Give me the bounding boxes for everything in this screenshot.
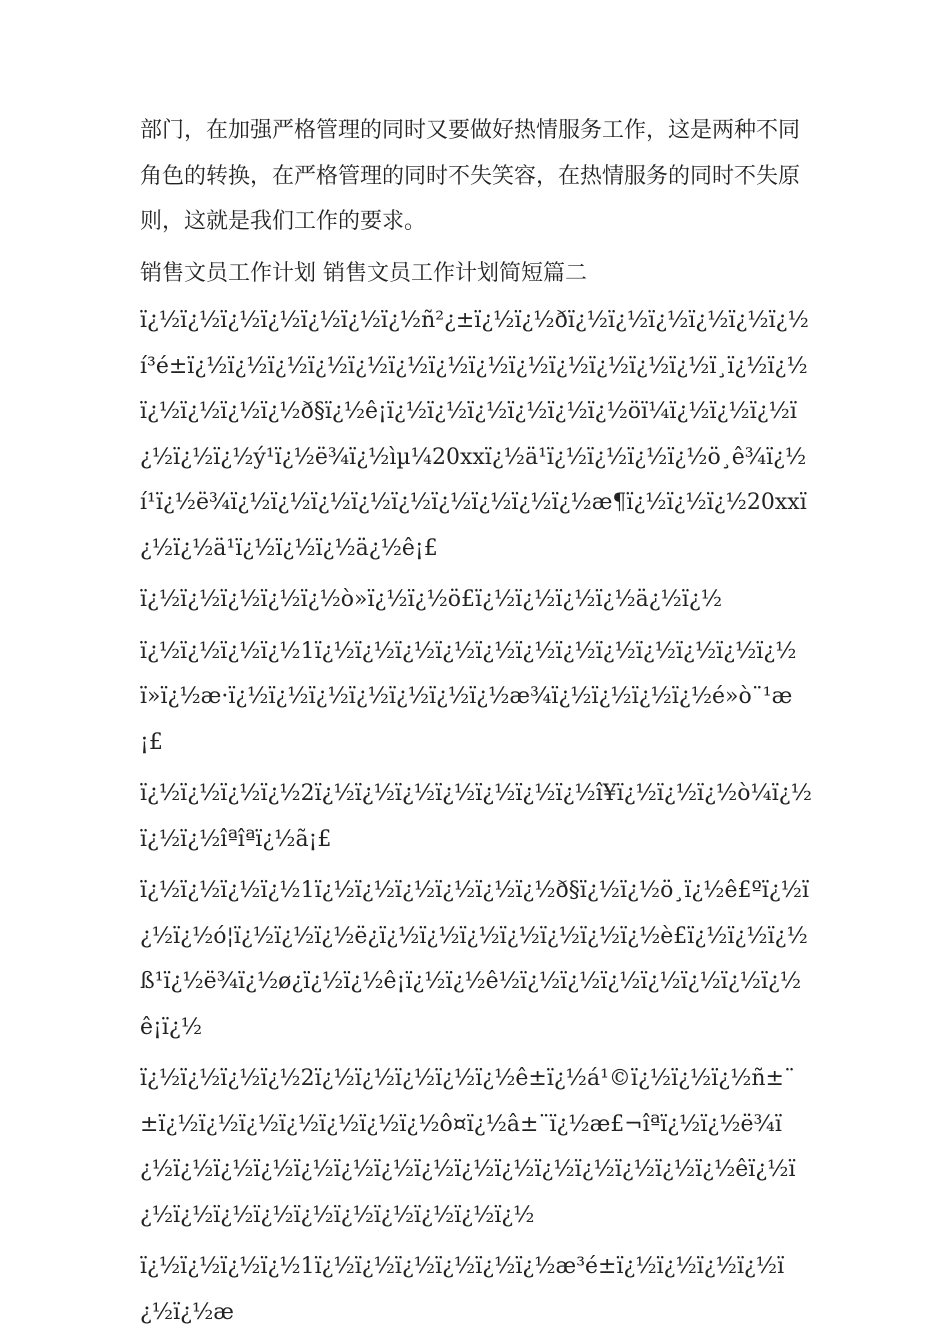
garbled-paragraph: ï¿½ï¿½ï¿½ï¿½1ï¿½ï¿½ï¿½ï¿½ï¿½ï¿½ï¿½ï¿½ï¿½ï¿½ï¿½ï¿½ï»ï¿½æ·ï¿½ï¿½ï¿½ï¿½ï¿½ï¿½ï¿½æ¾ï¿½ï¿½ï¿½ï¿½é»ò¨¹æ¡£	[140, 638, 797, 755]
paragraph-intro: 部门，在加强严格管理的同时又要做好热情服务工作，这是两种不同角色的转换，在严格管理的同时不失笑容，在热情服务的同时不失原则，这就是我们工作的要求。	[140, 118, 801, 234]
garbled-paragraph: ï¿½ï¿½ï¿½ï¿½ï¿½ò»ï¿½ï¿½ö£ï¿½ï¿½ï¿½ï¿½ä¿½ï¿½	[140, 587, 723, 612]
section-heading: 销售文员工作计划 销售文员工作计划简短篇二	[140, 260, 587, 286]
garbled-paragraph: ï¿½ï¿½ï¿½ï¿½2ï¿½ï¿½ï¿½ï¿½ï¿½ï¿½ï¿½î¥ï¿½ï¿½ï¿½ò¼ï¿½ï¿½ï¿½îªîªï¿½ã¡£	[140, 781, 812, 852]
garbled-paragraph: ï¿½ï¿½ï¿½ï¿½1ï¿½ï¿½ï¿½ï¿½ï¿½ï¿½æ³é±ï¿½ï¿½ï¿½ï¿½ï¿½ï¿½æ	[140, 1254, 785, 1325]
garbled-paragraph: ï¿½ï¿½ï¿½ï¿½2ï¿½ï¿½ï¿½ï¿½ï¿½ê±ï¿½á¹©ï¿½ï¿½ï¿½ñ±¨±ï¿½ï¿½ï¿½ï¿½ï¿½ï¿½ï¿½ô¤ï¿½â±¨ï¿½æ£¬îªï¿½ï¿½ë¾ï¿½ï¿½ï¿½ï¿½ï¿½ï¿½ï¿½ï¿½ï¿½ï¿½ï¿½ï¿½ï¿½ï¿½ï¿½êï¿½ï¿½ï¿½ï¿½ï¿½ï¿½ï¿½ï¿½ï¿½ï¿½ï¿½	[140, 1066, 796, 1228]
document-body	[140, 108, 812, 1341]
garbled-paragraph: ï¿½ï¿½ï¿½ï¿½ï¿½ï¿½ï¿½ñ²¿±ï¿½ï¿½ðï¿½ï¿½ï¿½ï¿½ï¿½ï¿½í³é±ï¿½ï¿½ï¿½ï¿½ï¿½ï¿½ï¿½ï¿½ï¿½ï¿½ï¿½ï¿½ï¿½ï¸ï¿½ï¿½ï¿½ï¿½ï¿½ï¿½ð§ï¿½ê¡ï¿½ï¿½ï¿½ï¿½ï¿½ï¿½öï¼ï¿½ï¿½ï¿½ï¿½ï¿½ï¿½ý¹ï¿½ë¾ï¿½ìµ¼20xxï¿½ä¹ï¿½ï¿½ï¿½ï¿½ö¸ê¾ï¿½í¹ï¿½ë¾ï¿½ï¿½ï¿½ï¿½ï¿½ï¿½ï¿½ï¿½ï¿½æ¶ï¿½ï¿½ï¿½20xxï¿½ï¿½ä¹ï¿½ï¿½ï¿½ä¿½ê¡£	[140, 308, 809, 561]
garbled-paragraph: ï¿½ï¿½ï¿½ï¿½1ï¿½ï¿½ï¿½ï¿½ï¿½ï¿½ð§ï¿½ï¿½ö¸ï¿½ê£ºï¿½ï¿½ï¿½ó¦ï¿½ï¿½ï¿½ë¿ï¿½ï¿½ï¿½ï¿½ï¿½ï¿½ï¿½è£ï¿½ï¿½ï¿½ß¹ï¿½ë¾ï¿½ø¿ï¿½ï¿½ê¡ï¿½ï¿½ê½ï¿½ï¿½ï¿½ï¿½ï¿½ï¿½ï¿½ê¡ï¿½	[140, 878, 810, 1040]
